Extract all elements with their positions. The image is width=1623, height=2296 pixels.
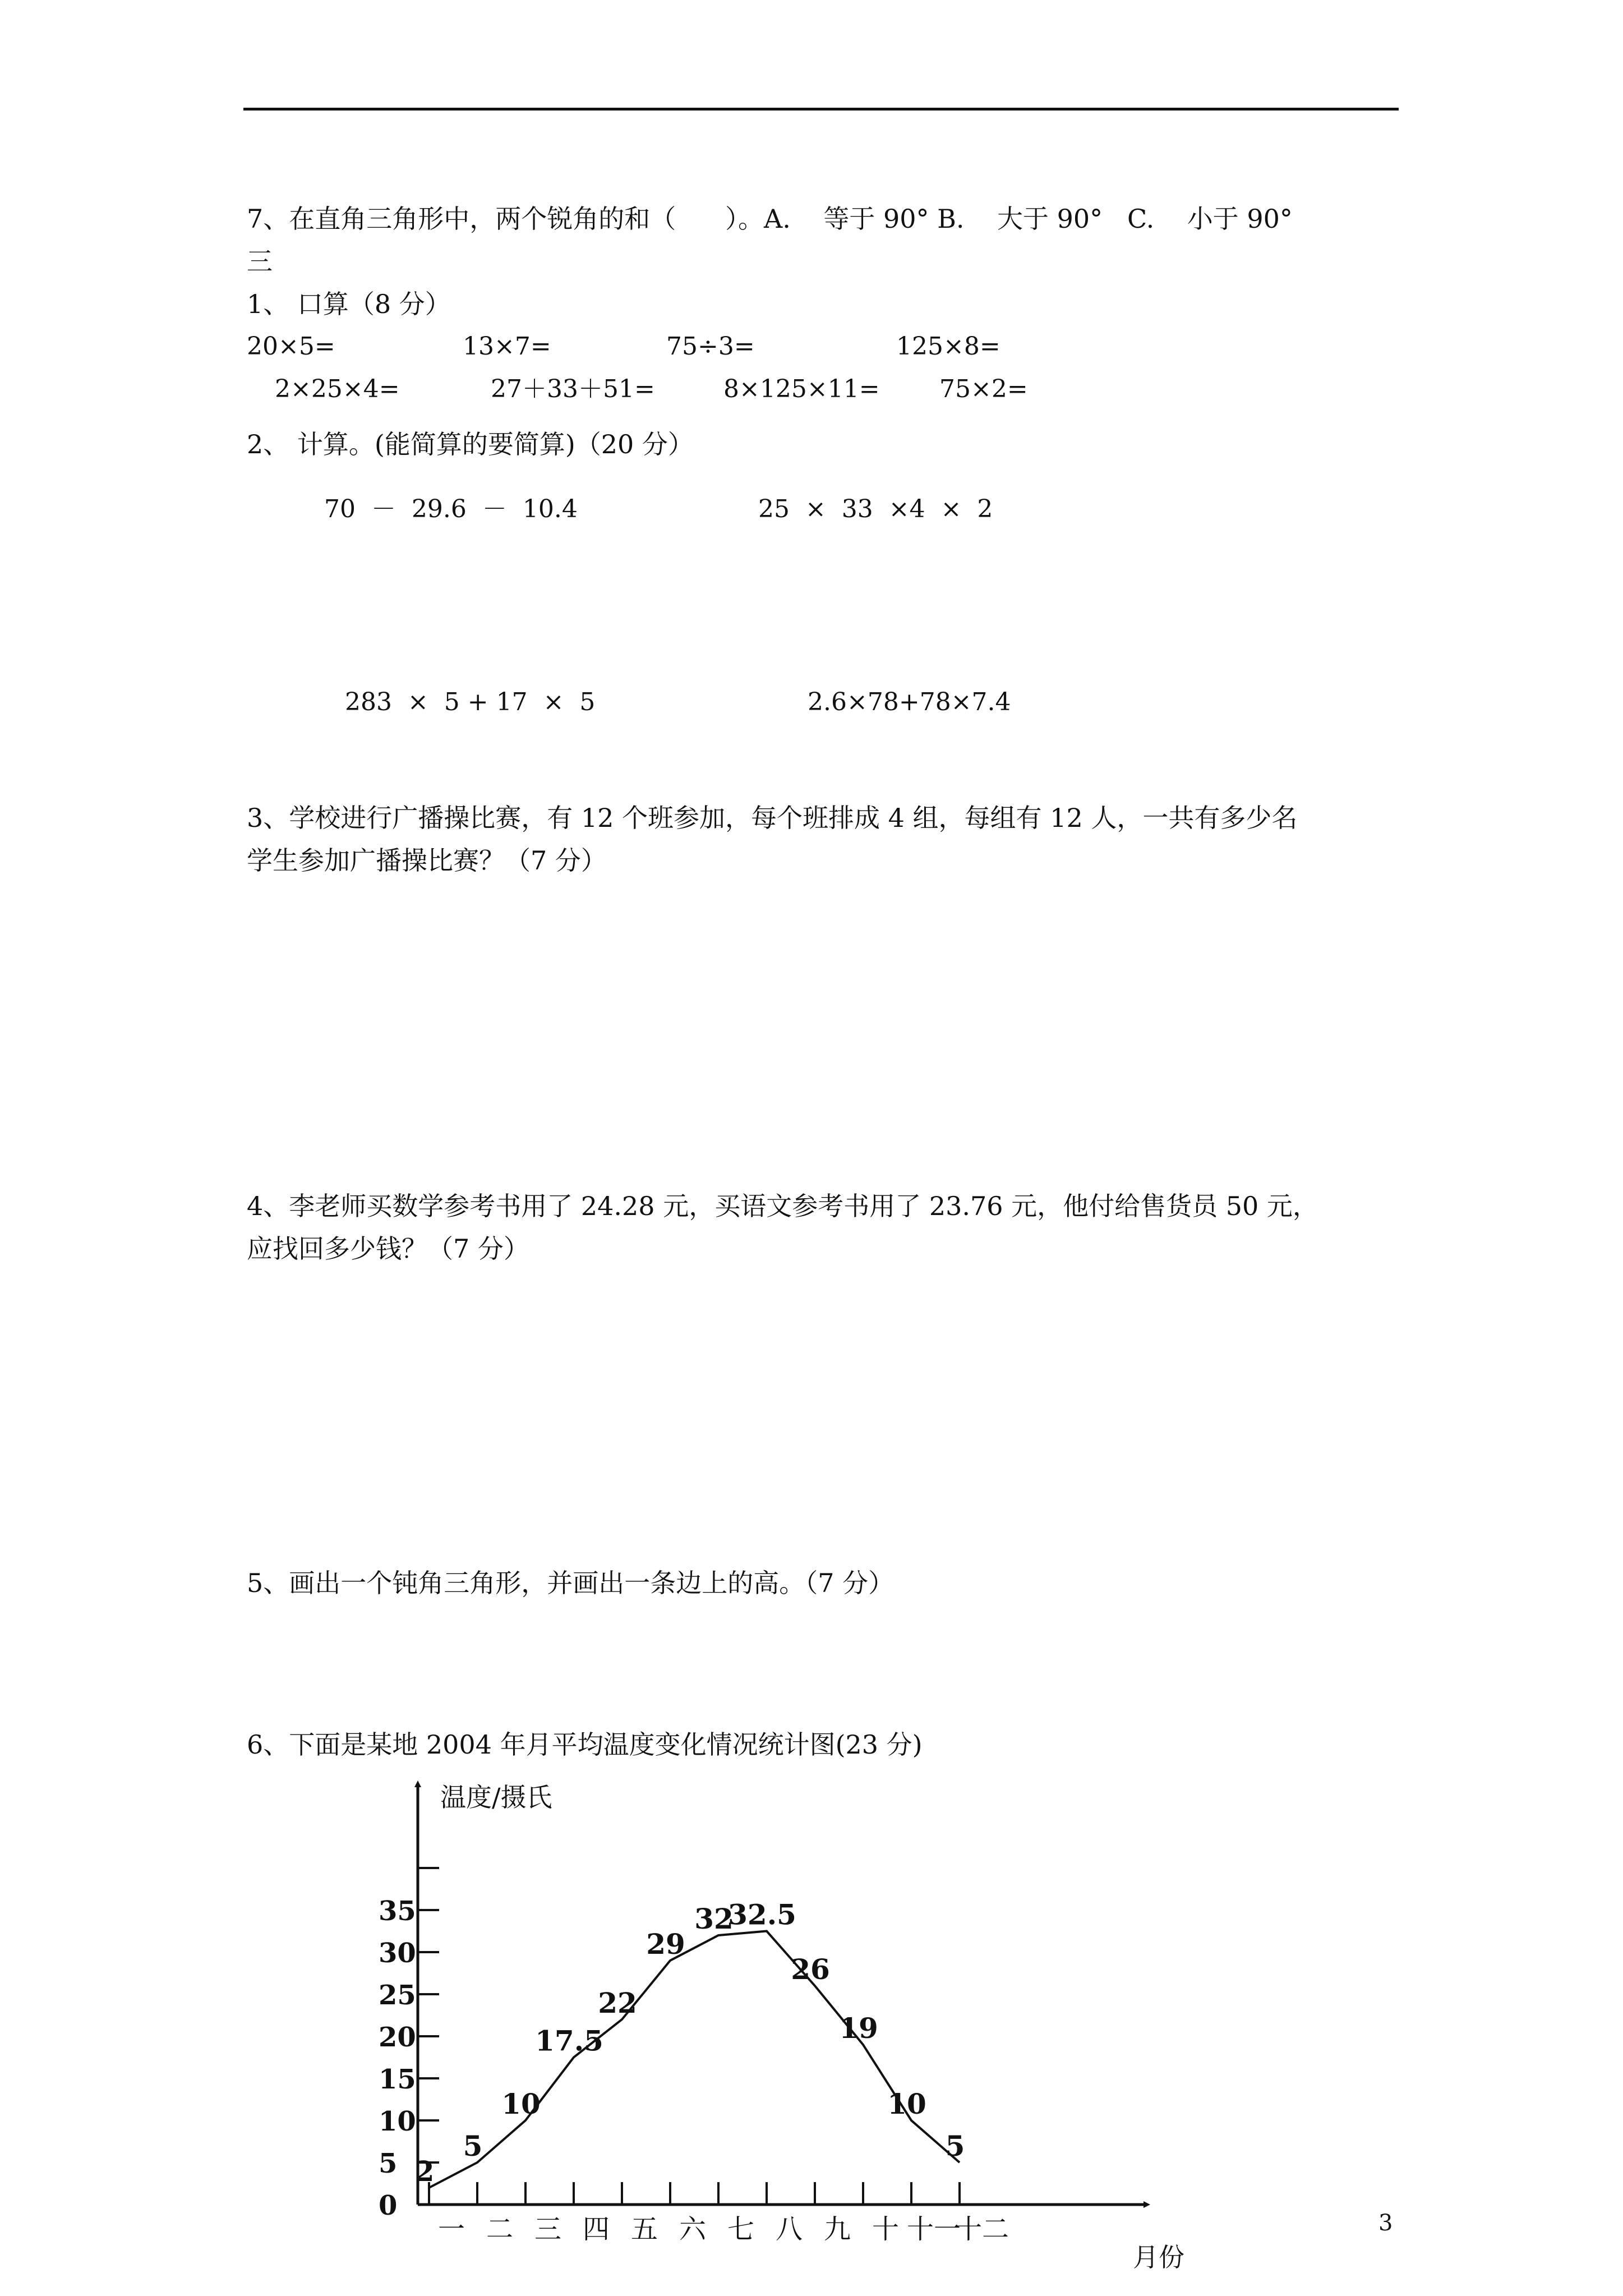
problem-5: 5、画出一个钝角三角形，并画出一条边上的高。（7 分） bbox=[247, 1568, 895, 1598]
data-label: 19 bbox=[839, 2012, 878, 2045]
oral-item: 2×25×4= bbox=[275, 375, 400, 403]
temperature-line-chart bbox=[359, 1773, 1223, 2289]
oral-item: 20×5= bbox=[247, 332, 335, 361]
data-label: 22 bbox=[598, 1986, 637, 2019]
oral-item: 125×8= bbox=[896, 332, 1000, 361]
y-tick-label: 10 bbox=[379, 2106, 416, 2137]
x-tick-label: 五 bbox=[630, 2214, 658, 2245]
data-label: 10 bbox=[887, 2087, 926, 2120]
y-tick-label: 30 bbox=[379, 1938, 416, 1969]
x-axis-label: 月份 bbox=[1133, 2242, 1184, 2272]
calc-item: 25 × 33 ×4 × 2 bbox=[758, 495, 993, 523]
data-label: 5 bbox=[945, 2129, 965, 2162]
y-axis-label: 温度/摄氏 bbox=[440, 1782, 552, 1812]
temperature-series-line bbox=[429, 1931, 960, 2188]
x-tick-label: 六 bbox=[679, 2214, 707, 2245]
x-tick-label: 九 bbox=[823, 2214, 851, 2245]
problem-3-line1: 3、学校进行广播操比赛，有 12 个班参加，每个班排成 4 组，每组有 12 人，一共有多少名 bbox=[247, 803, 1298, 833]
header-rule bbox=[243, 108, 1399, 111]
calc-item: 70 － 29.6 － 10.4 bbox=[324, 495, 578, 523]
data-label: 32 bbox=[694, 1902, 734, 1935]
x-tick-label: 十 bbox=[872, 2214, 900, 2245]
x-tick-label: 十一 bbox=[906, 2214, 961, 2245]
oral-item: 75×2= bbox=[939, 375, 1028, 403]
data-label: 2 bbox=[414, 2155, 435, 2188]
x-tick-label: 八 bbox=[775, 2214, 803, 2245]
problem-6: 6、下面是某地 2004 年月平均温度变化情况统计图(23 分) bbox=[247, 1729, 923, 1760]
data-label: 17.5 bbox=[535, 2024, 603, 2058]
problem-4-line1: 4、李老师买数学参考书用了 24.28 元，买语文参考书用了 23.76 元，他付给售货员 50 元， bbox=[247, 1191, 1318, 1221]
data-label: 5 bbox=[463, 2129, 483, 2162]
calc-item: 283 × 5 + 17 × 5 bbox=[345, 688, 596, 716]
x-tick-label: 四 bbox=[582, 2214, 610, 2245]
page-number: 3 bbox=[1378, 2210, 1393, 2236]
data-label: 10 bbox=[501, 2087, 541, 2120]
data-label: 29 bbox=[646, 1927, 685, 1961]
section-heading-3: 三 bbox=[247, 246, 273, 277]
calc-item: 2.6×78+78×7.4 bbox=[808, 688, 1011, 716]
oral-item: 8×125×11= bbox=[723, 375, 880, 403]
y-tick-label: 25 bbox=[379, 1980, 416, 2011]
data-label: 32.5 bbox=[728, 1898, 796, 1931]
y-tick-label: 35 bbox=[379, 1895, 416, 1927]
x-tick-label: 十二 bbox=[955, 2214, 1009, 2245]
oral-item: 27＋33＋51= bbox=[491, 375, 655, 403]
problem-3-line2: 学生参加广播操比赛？（7 分） bbox=[247, 845, 607, 876]
y-tick-label: 0 bbox=[379, 2190, 398, 2221]
x-tick-label: 三 bbox=[534, 2214, 562, 2245]
calc-title: 2、 计算。(能简算的要简算)（20 分） bbox=[247, 429, 694, 459]
problem-4-line2: 应找回多少钱？（7 分） bbox=[247, 1234, 529, 1264]
x-tick-label: 一 bbox=[437, 2214, 465, 2245]
y-tick-label: 15 bbox=[379, 2064, 416, 2095]
x-tick-label: 二 bbox=[486, 2214, 514, 2245]
oral-item: 13×7= bbox=[463, 332, 551, 361]
oral-item: 75÷3= bbox=[666, 332, 755, 361]
y-tick-label: 20 bbox=[379, 2022, 416, 2053]
y-tick-label: 5 bbox=[379, 2148, 398, 2179]
oral-calc-title: 1、 口算（8 分） bbox=[247, 289, 451, 319]
x-tick-label: 七 bbox=[727, 2214, 755, 2245]
data-label: 26 bbox=[791, 1953, 830, 1986]
question-7: 7、在直角三角形中，两个锐角的和（ ）。A. 等于 90° B. 大于 90° C. 小于 90° bbox=[247, 204, 1293, 234]
